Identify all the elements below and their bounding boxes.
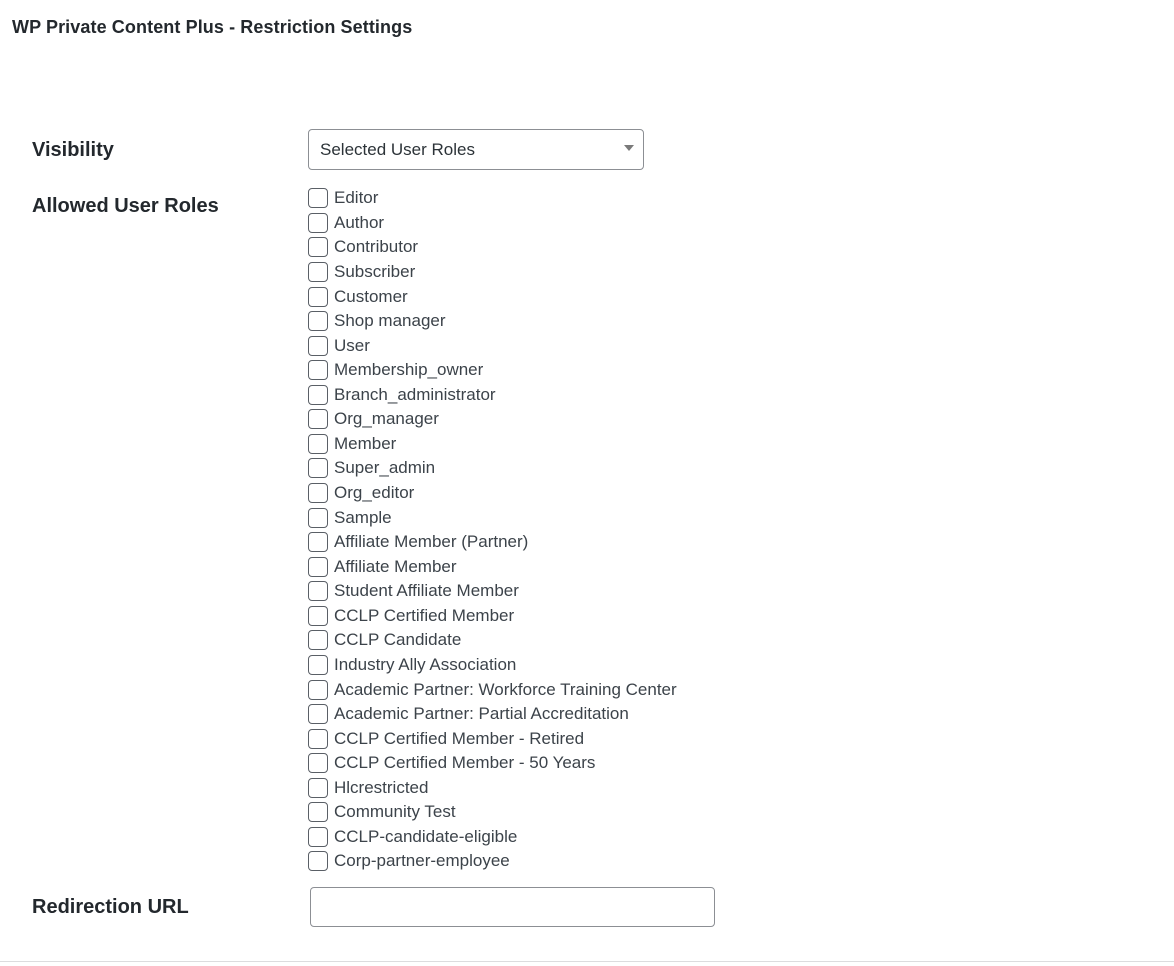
role-option-label: Academic Partner: Partial Accreditation [334, 704, 629, 724]
role-option[interactable] [308, 628, 677, 653]
checkbox-unchecked-icon[interactable] [308, 311, 328, 331]
checkbox-unchecked-icon[interactable] [308, 729, 328, 749]
role-option-label: Student Affiliate Member [334, 581, 519, 601]
checkbox-unchecked-icon[interactable] [308, 508, 328, 528]
role-option[interactable] [308, 604, 677, 629]
role-option-label: Editor [334, 188, 379, 208]
checkbox-unchecked-icon[interactable] [308, 851, 328, 871]
role-option[interactable] [308, 235, 677, 260]
role-option[interactable] [308, 530, 677, 555]
role-option[interactable] [308, 776, 677, 801]
triangle-down-icon [624, 145, 634, 151]
checkbox-unchecked-icon[interactable] [308, 458, 328, 478]
role-option-label: Affiliate Member [334, 556, 457, 576]
role-option-label: User [334, 335, 370, 355]
redirection-url-label: Redirection URL [32, 896, 189, 918]
role-option[interactable] [308, 383, 677, 408]
role-option[interactable] [308, 260, 677, 285]
checkbox-unchecked-icon[interactable] [308, 409, 328, 429]
role-option-label: Org_editor [334, 483, 415, 503]
checkbox-unchecked-icon[interactable] [308, 753, 328, 773]
bottom-divider [0, 961, 1174, 962]
role-option-label: Corp-partner-employee [334, 851, 510, 871]
checkbox-unchecked-icon[interactable] [308, 360, 328, 380]
visibility-selected-value: Selected User Roles [320, 140, 475, 159]
checkbox-unchecked-icon[interactable] [308, 262, 328, 282]
checkbox-unchecked-icon[interactable] [308, 802, 328, 822]
role-option-label: Hlcrestricted [334, 777, 429, 797]
role-option[interactable] [308, 456, 677, 481]
role-option-label: Industry Ally Association [334, 654, 517, 674]
role-option-label: Author [334, 212, 385, 232]
role-option-label: CCLP Certified Member - 50 Years [334, 753, 596, 773]
role-option[interactable] [308, 554, 677, 579]
visibility-select[interactable] [308, 129, 644, 170]
checkbox-unchecked-icon[interactable] [308, 483, 328, 503]
checkbox-unchecked-icon[interactable] [308, 778, 328, 798]
role-option[interactable] [308, 702, 677, 727]
role-option[interactable] [308, 407, 677, 432]
checkbox-unchecked-icon[interactable] [308, 704, 328, 724]
role-option-label: Contributor [334, 237, 419, 257]
role-option[interactable] [308, 211, 677, 236]
checkbox-unchecked-icon[interactable] [308, 557, 328, 577]
visibility-label: Visibility [32, 139, 114, 161]
role-option[interactable] [308, 309, 677, 334]
checkbox-unchecked-icon[interactable] [308, 581, 328, 601]
checkbox-unchecked-icon[interactable] [308, 630, 328, 650]
checkbox-unchecked-icon[interactable] [308, 237, 328, 257]
checkbox-unchecked-icon[interactable] [308, 385, 328, 405]
role-option[interactable] [308, 432, 677, 457]
role-option-label: CCLP Certified Member - Retired [334, 728, 585, 748]
role-option[interactable] [308, 358, 677, 383]
role-option-label: Org_manager [334, 409, 439, 429]
role-option[interactable] [308, 800, 677, 825]
role-option[interactable] [308, 579, 677, 604]
role-option-label: Customer [334, 286, 408, 306]
checkbox-unchecked-icon[interactable] [308, 606, 328, 626]
role-option[interactable] [308, 751, 677, 776]
role-option-label: CCLP-candidate-eligible [334, 826, 518, 846]
redirection-url-input[interactable] [310, 887, 715, 927]
checkbox-unchecked-icon[interactable] [308, 213, 328, 233]
role-option[interactable] [308, 653, 677, 678]
role-option-label: Membership_owner [334, 360, 484, 380]
checkbox-unchecked-icon[interactable] [308, 532, 328, 552]
role-option-label: Affiliate Member (Partner) [334, 532, 529, 552]
role-option-label: Subscriber [334, 261, 416, 281]
role-option-label: Super_admin [334, 458, 436, 478]
role-option[interactable] [308, 481, 677, 506]
role-option[interactable] [308, 849, 677, 874]
role-option[interactable] [308, 505, 677, 530]
role-option-label: Academic Partner: Workforce Training Center [334, 679, 677, 699]
allowed-roles-label: Allowed User Roles [32, 195, 219, 217]
role-option[interactable] [308, 825, 677, 850]
role-option[interactable] [308, 284, 677, 309]
role-option-label: Community Test [334, 802, 456, 822]
page-title: WP Private Content Plus - Restriction Settings [12, 17, 413, 37]
role-option[interactable] [308, 677, 677, 702]
role-option-label: Member [334, 433, 397, 453]
checkbox-unchecked-icon[interactable] [308, 680, 328, 700]
role-option-label: Branch_administrator [334, 384, 496, 404]
allowed-roles-list [308, 186, 677, 874]
role-option-label: Sample [334, 507, 392, 527]
role-option[interactable] [308, 333, 677, 358]
checkbox-unchecked-icon[interactable] [308, 188, 328, 208]
role-option-label: CCLP Certified Member [334, 605, 515, 625]
checkbox-unchecked-icon[interactable] [308, 655, 328, 675]
checkbox-unchecked-icon[interactable] [308, 827, 328, 847]
checkbox-unchecked-icon[interactable] [308, 287, 328, 307]
role-option-label: Shop manager [334, 311, 446, 331]
role-option[interactable] [308, 186, 677, 211]
checkbox-unchecked-icon[interactable] [308, 336, 328, 356]
role-option-label: CCLP Candidate [334, 630, 462, 650]
role-option[interactable] [308, 726, 677, 751]
checkbox-unchecked-icon[interactable] [308, 434, 328, 454]
